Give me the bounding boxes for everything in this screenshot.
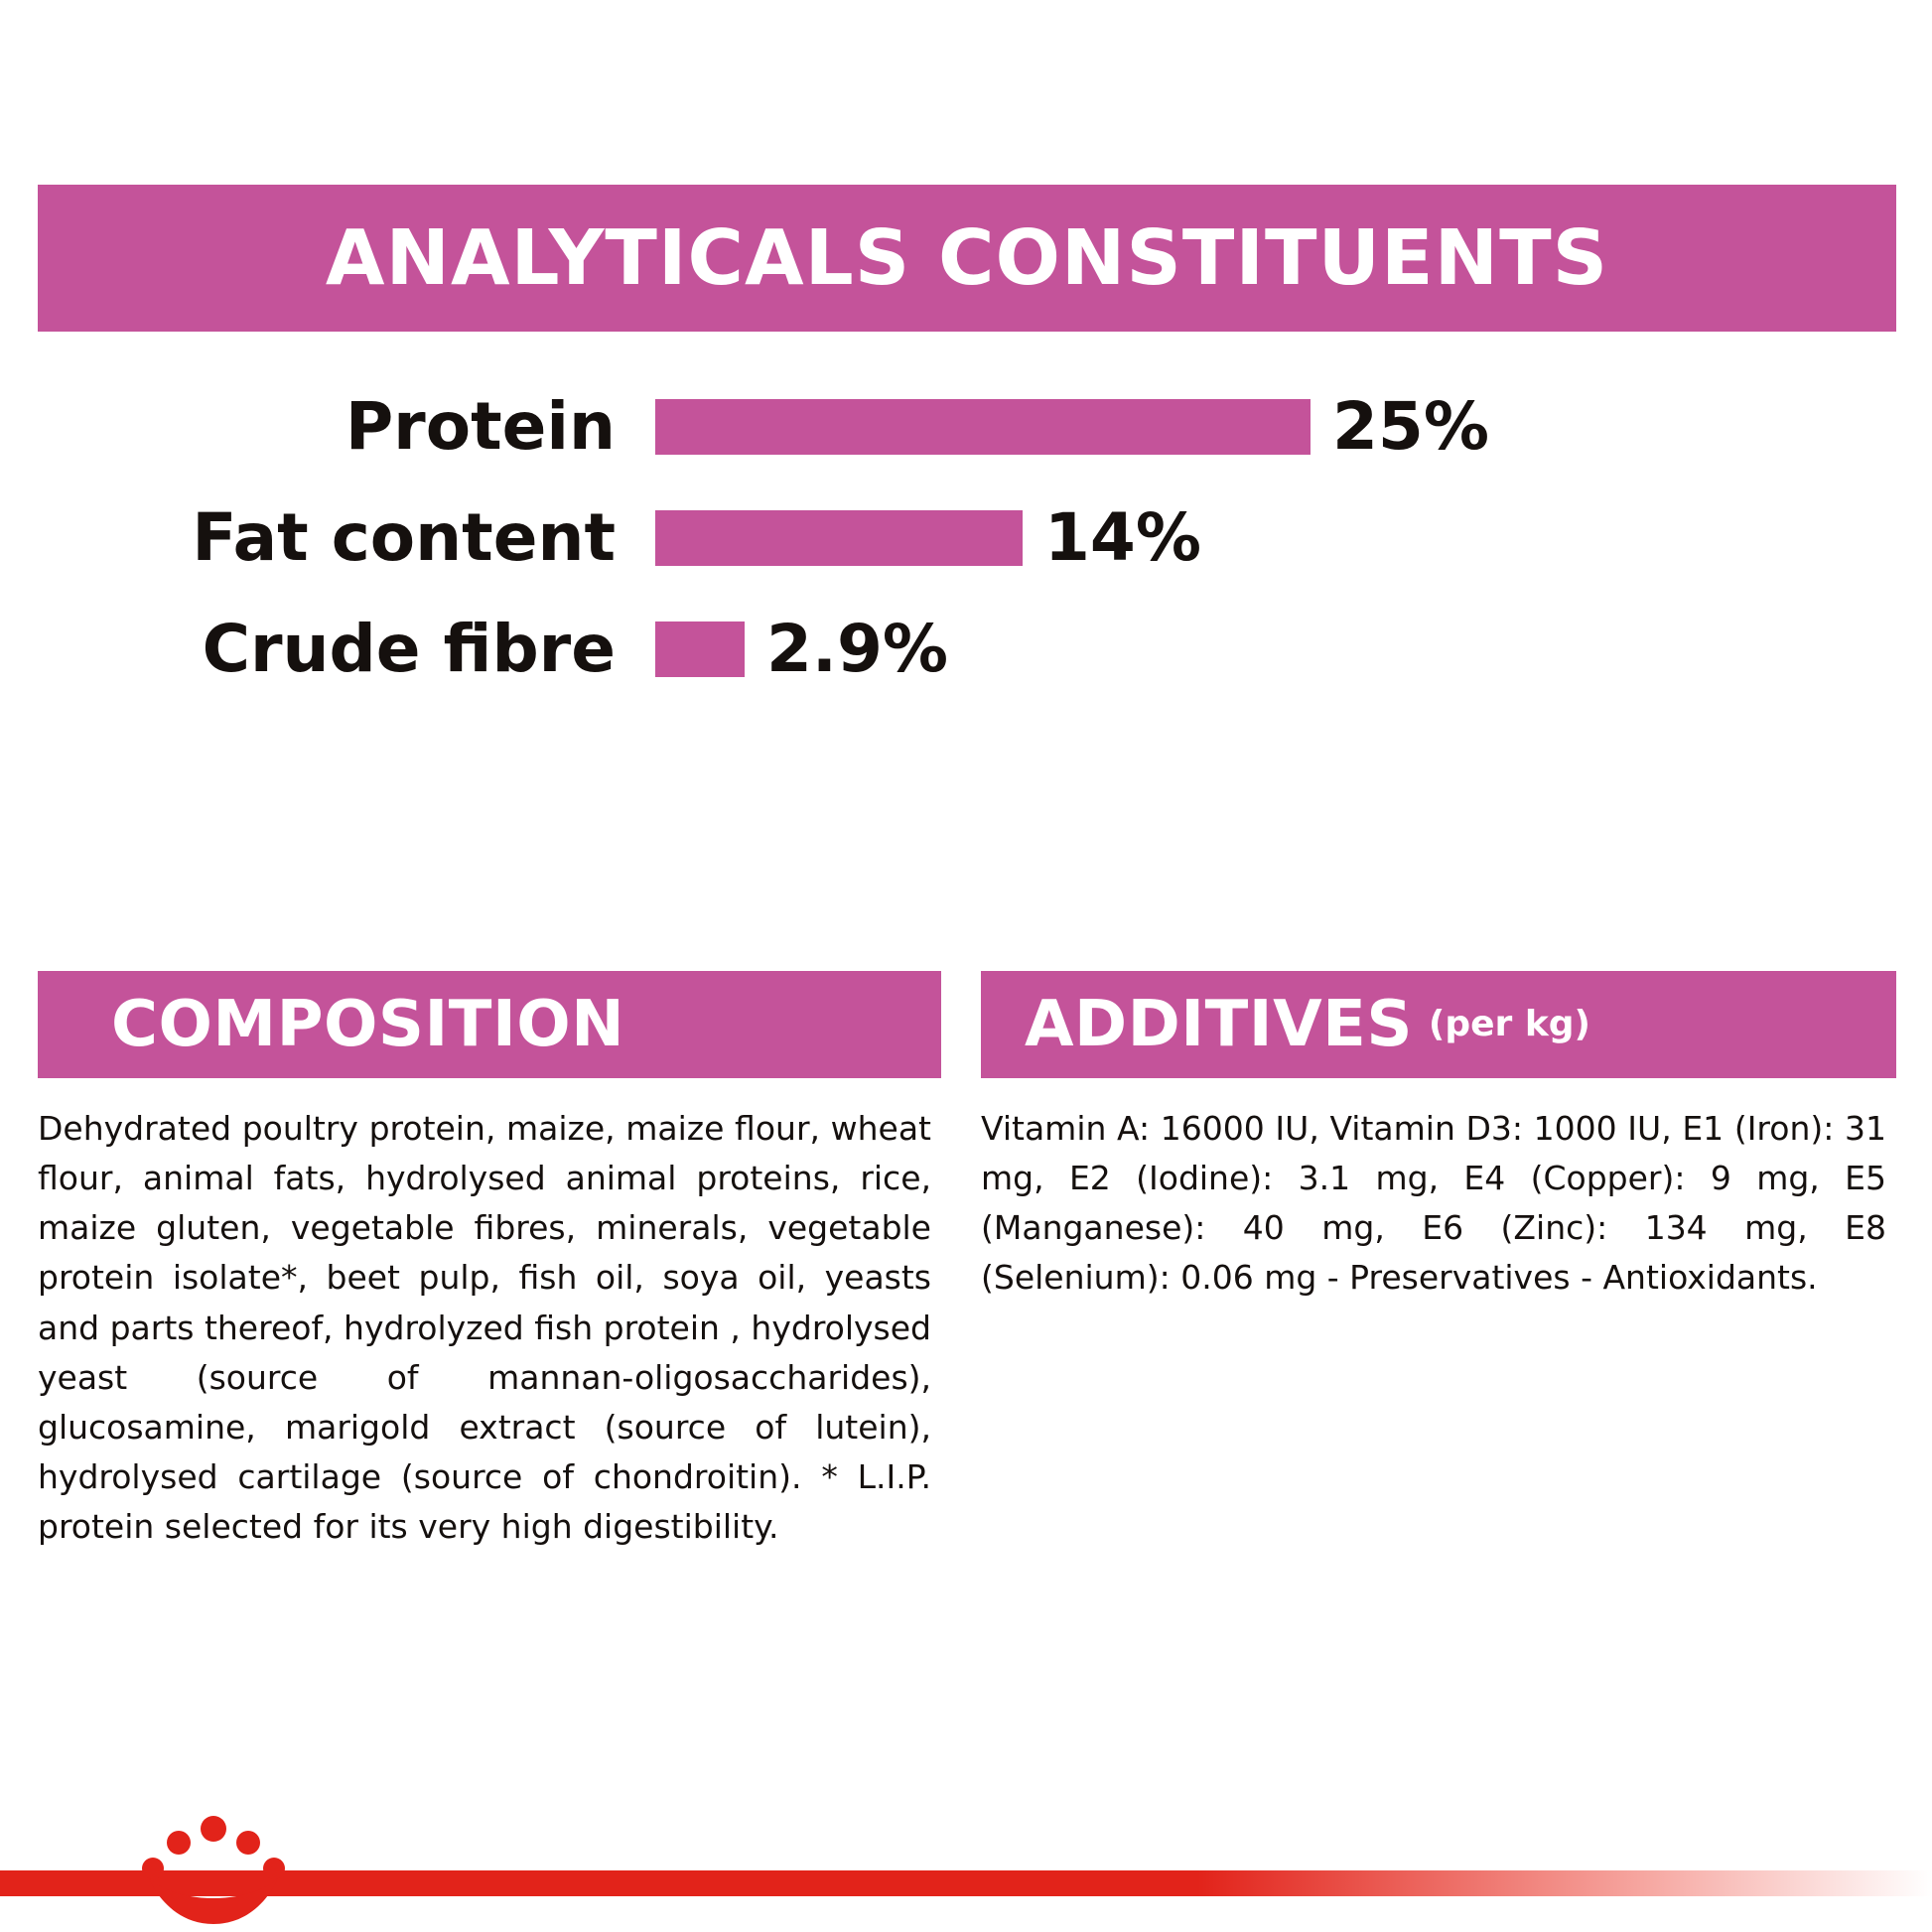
nutrient-row-protein — [119, 377, 1807, 477]
analyticals-title: ANALYTICALS CONSTITUENTS — [325, 213, 1609, 303]
nutrient-value-crude-fibre: 2.9% — [766, 611, 949, 687]
nutrient-bar-fat-content — [655, 510, 1023, 566]
nutrient-value-fat-content: 14% — [1044, 499, 1201, 576]
nutrient-bar-protein — [655, 399, 1311, 455]
nutrient-bar-wrap-crude-fibre — [655, 611, 1807, 687]
composition-body: Dehydrated poultry protein, maize, maize flour, wheat flour, animal fats, hydrolysed animal proteins, rice, maize gluten, vegetable fibres, minerals, vegetable protein isolate*, beet pulp, fish oil, soya oil, yeasts and parts thereof, hydrolyzed fish protein , hydrolysed yeast (source of mannan-oligosaccharides), glucosamine, marigold extract (source of lutein), hydrolysed cartilage (source of chondroitin). * L.I.P. protein selected for its very high digestibility. — [38, 1109, 931, 1547]
nutrient-bar-wrap-fat-content — [655, 499, 1807, 576]
additives-title: ADDITIVES — [1025, 988, 1413, 1061]
additives-body: Vitamin A: 16000 IU, Vitamin D3: 1000 IU, E1 (Iron): 31 mg, E2 (Iodine): 3.1 mg, E4 (Copper): 9 mg, E5 (Manganese): 40 mg, E6 (Zinc): 134 mg, E8 (Selenium): 0.06 mg - Preservatives - Antioxidants. — [981, 1109, 1886, 1298]
composition-section — [38, 971, 941, 1552]
additives-subtitle: (per kg) — [1428, 1004, 1590, 1044]
analyticals-constituents-banner — [38, 185, 1896, 332]
nutrient-label-protein: Protein — [345, 388, 616, 465]
additives-banner — [981, 971, 1896, 1078]
nutrient-bar-crude-fibre — [655, 621, 745, 677]
brand-footer — [0, 1813, 1932, 1932]
composition-title: COMPOSITION — [111, 988, 625, 1061]
nutrient-value-protein: 25% — [1332, 388, 1489, 465]
composition-banner — [38, 971, 941, 1078]
analyticals-bar-chart — [119, 377, 1807, 711]
nutrient-label-crude-fibre: Crude fibre — [202, 611, 616, 687]
nutrient-row-crude-fibre — [119, 600, 1807, 699]
nutrient-label-fat-content: Fat content — [192, 499, 616, 576]
nutrient-bar-wrap-protein — [655, 388, 1807, 465]
additives-section — [981, 971, 1896, 1304]
royal-canin-crown-icon — [139, 1813, 288, 1932]
brand-red-bar — [0, 1870, 1932, 1896]
nutrient-row-fat-content — [119, 488, 1807, 588]
